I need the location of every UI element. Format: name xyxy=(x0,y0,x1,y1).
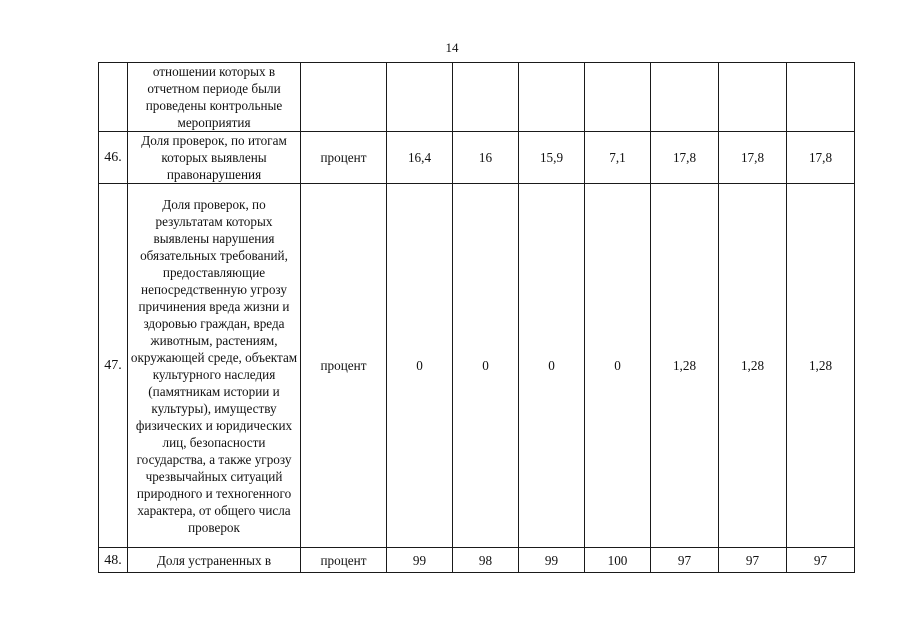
value-cell: 99 xyxy=(387,548,453,573)
value-cell: 16 xyxy=(453,132,519,184)
value-cell: 100 xyxy=(585,548,651,573)
unit-cell: процент xyxy=(301,548,387,573)
value-cell: 97 xyxy=(719,548,787,573)
value-cell xyxy=(585,63,651,132)
value-cell: 0 xyxy=(387,184,453,548)
row-number xyxy=(99,63,128,132)
value-cell: 98 xyxy=(453,548,519,573)
table-row xyxy=(99,184,855,548)
value-cell: 17,8 xyxy=(787,132,855,184)
unit-cell xyxy=(301,63,387,132)
value-cell xyxy=(387,63,453,132)
indicators-table xyxy=(98,62,855,573)
value-cell: 97 xyxy=(787,548,855,573)
indicator-name: отношении которых в отчетном периоде были проведены контрольные мероприятия xyxy=(128,63,301,132)
value-cell: 7,1 xyxy=(585,132,651,184)
value-cell xyxy=(719,63,787,132)
value-cell xyxy=(519,63,585,132)
table-row xyxy=(99,132,855,184)
unit-cell: процент xyxy=(301,132,387,184)
value-cell: 0 xyxy=(585,184,651,548)
value-cell xyxy=(651,63,719,132)
value-cell: 1,28 xyxy=(719,184,787,548)
value-cell: 97 xyxy=(651,548,719,573)
row-number: 48. xyxy=(99,548,128,573)
value-cell: 0 xyxy=(453,184,519,548)
indicator-name: Доля устраненных в xyxy=(128,548,301,573)
page-number: 14 xyxy=(445,40,459,55)
value-cell: 17,8 xyxy=(651,132,719,184)
unit-cell: процент xyxy=(301,184,387,548)
value-cell: 16,4 xyxy=(387,132,453,184)
indicator-name: Доля проверок, по результатам которых выявлены нарушения обязательных требований, предоставляющие непосредственную угрозу причинения вреда жизни и здоровью граждан, вреда животным, растениям, окружающей среде, объектам культурного наследия (памятникам истории и культуры), имуществу физических и юридических лиц, безопасности государства, а также угрозу чрезвычайных ситуаций природного и техногенного характера, от общего числа проверок xyxy=(128,184,301,548)
table-row xyxy=(99,63,855,132)
value-cell: 15,9 xyxy=(519,132,585,184)
value-cell: 17,8 xyxy=(719,132,787,184)
value-cell: 1,28 xyxy=(651,184,719,548)
row-number: 46. xyxy=(99,132,128,184)
table-row xyxy=(99,548,855,573)
value-cell xyxy=(453,63,519,132)
value-cell: 0 xyxy=(519,184,585,548)
value-cell xyxy=(787,63,855,132)
value-cell: 99 xyxy=(519,548,585,573)
indicator-name: Доля проверок, по итогам которых выявлены правонарушения xyxy=(128,132,301,184)
value-cell: 1,28 xyxy=(787,184,855,548)
row-number: 47. xyxy=(99,184,128,548)
